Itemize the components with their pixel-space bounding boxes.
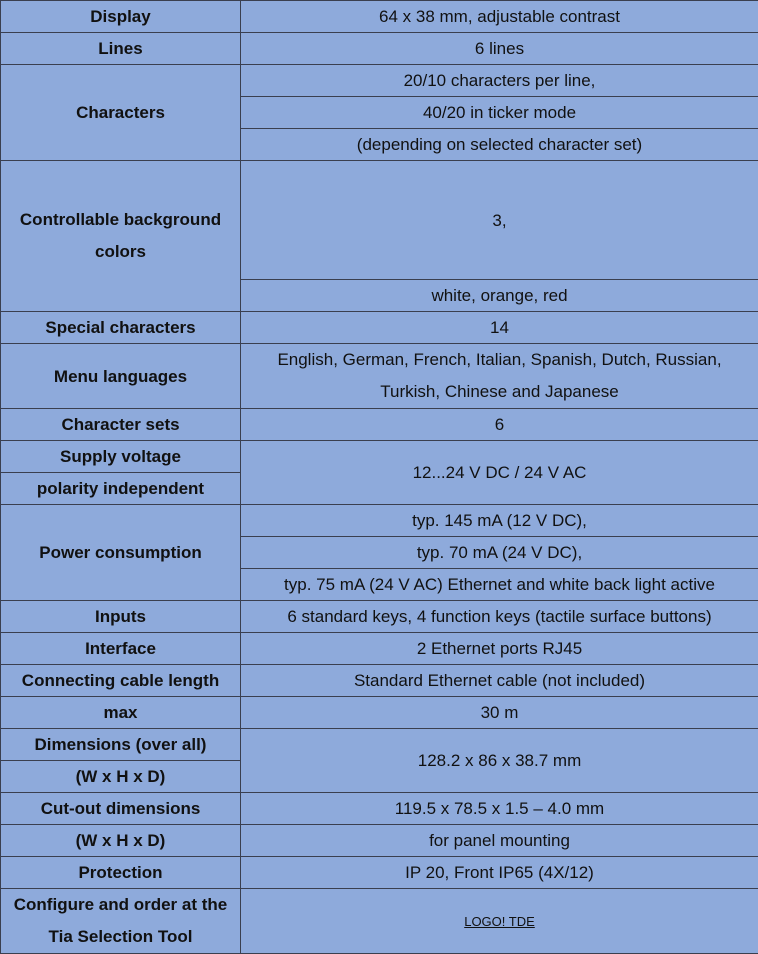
spec-label-special-characters: Special characters [1,312,241,344]
spec-value-menu-languages [241,344,758,409]
table-row [1,793,758,825]
table-row [1,825,758,857]
spec-label-dimensions: Dimensions (over all) [1,729,241,761]
spec-label-configure [1,889,241,954]
spec-value-power-2: typ. 70 mA (24 V DC), [241,537,758,569]
spec-label-lines: Lines [1,33,241,65]
table-row [1,1,758,33]
spec-value-power-3: typ. 75 mA (24 V AC) Ethernet and white back light active [241,569,758,601]
table-row [1,889,758,954]
spec-label-display: Display [1,1,241,33]
table-row [1,409,758,441]
spec-label-menu-languages: Menu languages [1,344,241,409]
menu-languages-line1: English, German, French, Italian, Spanish, Dutch, Russian, [277,350,721,369]
configure-label-line1: Configure and order at the [14,895,227,914]
table-row [1,665,758,697]
table-row [1,441,758,473]
spec-value-display: 64 x 38 mm, adjustable contrast [241,1,758,33]
spec-label-background-colors [1,161,241,312]
spec-value-supply-voltage: 12...24 V DC / 24 V AC [241,441,758,505]
spec-value-max: 30 m [241,697,758,729]
table-row [1,633,758,665]
table-row [1,312,758,344]
spec-value-protection: IP 20, Front IP65 (4X/12) [241,857,758,889]
spec-value-characters-2: 40/20 in ticker mode [241,97,758,129]
table-row [1,601,758,633]
configure-label-line2: Tia Selection Tool [49,927,193,946]
table-row [1,697,758,729]
spec-value-dimensions: 128.2 x 86 x 38.7 mm [241,729,758,793]
spec-label-protection: Protection [1,857,241,889]
logo-tde-link[interactable]: LOGO! TDE [464,914,535,929]
table-row [1,33,758,65]
table-row [1,729,758,761]
table-row [1,857,758,889]
spec-value-character-sets: 6 [241,409,758,441]
spec-label-polarity: polarity independent [1,473,241,505]
spec-label-inputs: Inputs [1,601,241,633]
spec-label-cutout: Cut-out dimensions [1,793,241,825]
spec-value-interface: 2 Ethernet ports RJ45 [241,633,758,665]
spec-label-interface: Interface [1,633,241,665]
spec-label-characters: Characters [1,65,241,161]
menu-languages-line2: Turkish, Chinese and Japanese [380,382,618,401]
bg-colors-label-line2: colors [95,242,146,261]
spec-label-cutout-unit: (W x H x D) [1,825,241,857]
spec-value-configure [241,889,758,954]
spec-value-cutout: 119.5 x 78.5 x 1.5 – 4.0 mm [241,793,758,825]
spec-label-cable-length: Connecting cable length [1,665,241,697]
spec-value-special-characters: 14 [241,312,758,344]
spec-value-background-colors-count: 3, [241,161,758,280]
spec-value-inputs: 6 standard keys, 4 function keys (tactile surface buttons) [241,601,758,633]
spec-label-dimensions-unit: (W x H x D) [1,761,241,793]
spec-label-supply-voltage: Supply voltage [1,441,241,473]
spec-value-lines: 6 lines [241,33,758,65]
table-row [1,65,758,97]
spec-value-power-1: typ. 145 mA (12 V DC), [241,505,758,537]
spec-label-max: max [1,697,241,729]
spec-value-characters-3: (depending on selected character set) [241,129,758,161]
table-row [1,505,758,537]
spec-label-character-sets: Character sets [1,409,241,441]
table-row [1,344,758,409]
bg-colors-label-line1: Controllable background [20,210,221,229]
spec-value-background-colors-list: white, orange, red [241,280,758,312]
spec-value-cable-length: Standard Ethernet cable (not included) [241,665,758,697]
spec-value-cutout-note: for panel mounting [241,825,758,857]
table-row [1,161,758,280]
spec-value-characters-1: 20/10 characters per line, [241,65,758,97]
spec-label-power-consumption: Power consumption [1,505,241,601]
